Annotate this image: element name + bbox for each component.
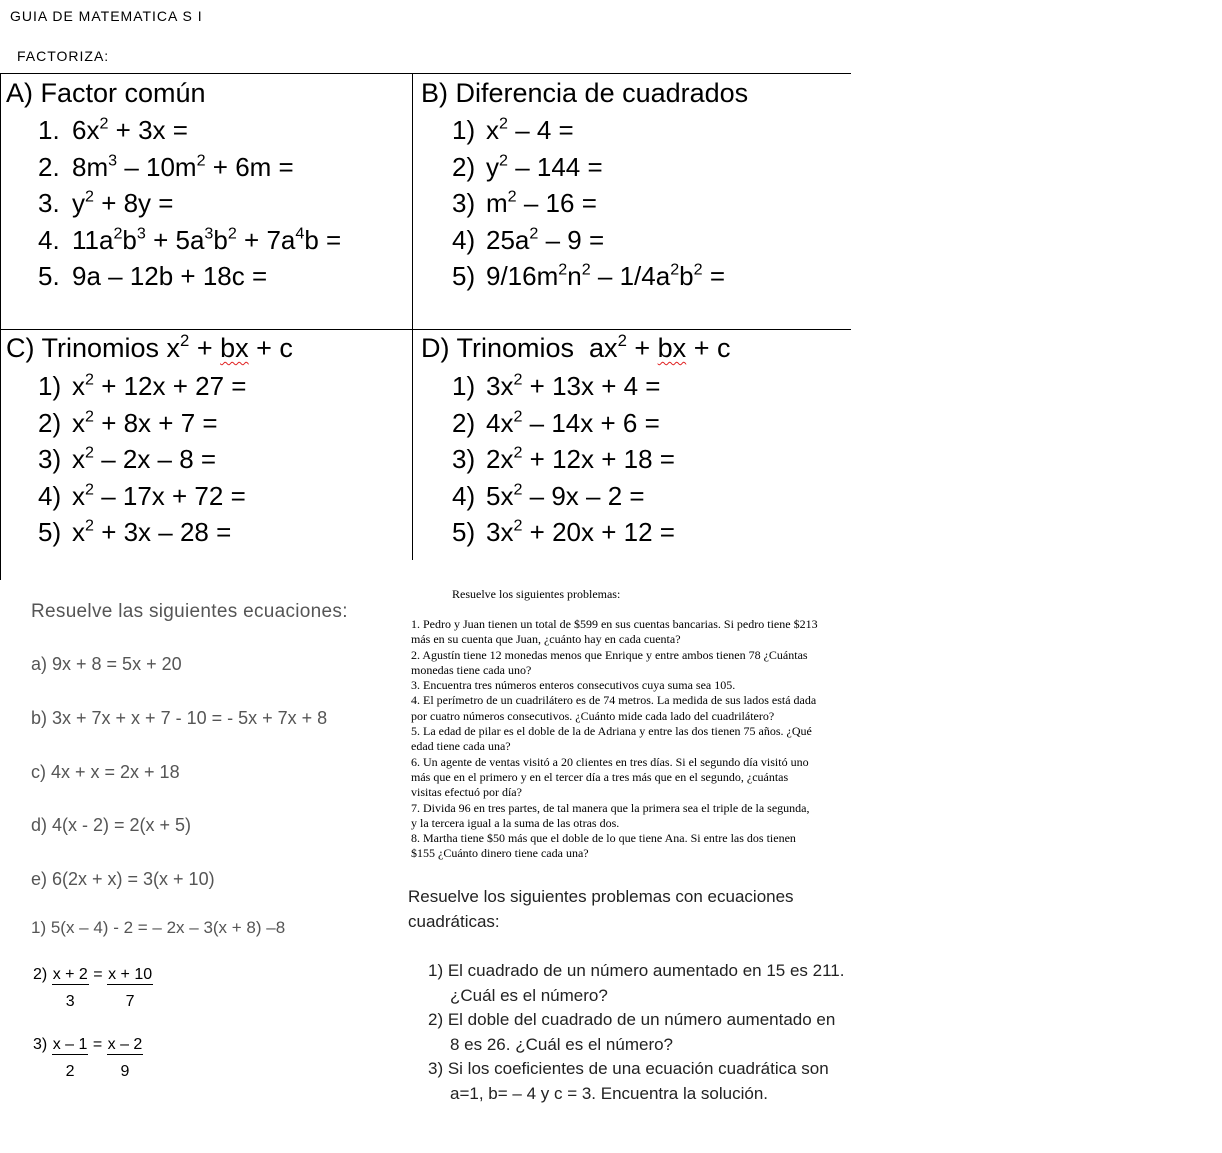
formula-expression: $25a^2 - 9$ = (486, 224, 605, 255)
formula-expression: $y^2 - 144$ = (486, 151, 603, 182)
formula-number: 4) (452, 480, 476, 511)
problem-line: y la tercera igual a la suma de las otras dos. (411, 815, 620, 830)
problem-line: 4. El perímetro de un cuadrilátero es de 74 metros. La medida de sus lados está dada (411, 693, 817, 708)
table-center-divider (412, 73, 413, 560)
quadratic-problem-line: 3) Si los coeficientes de una ecuación cuadrática son (428, 1059, 829, 1078)
section-b-title: B) Diferencia de cuadrados (421, 78, 749, 108)
formula-number: 2) (452, 407, 476, 438)
formula-number: 5) (452, 517, 476, 547)
formula-item (452, 514, 675, 551)
equals-sign: = (93, 966, 103, 983)
quadratic-problem-line: 2) El doble del cuadrado de un número aumentado en (428, 1010, 836, 1029)
formula-item (452, 441, 675, 478)
formula-expression: $x^2 + 12x + 27$ = (72, 370, 247, 401)
formula-expression: $y^2 + 8y$ = (72, 187, 174, 218)
quadratic-title-line: Resuelve los siguientes problemas con ecuaciones (408, 887, 794, 906)
formula-expression: $2x^2 + 12x + 18$ = (486, 443, 675, 474)
problem-line: más que en el primero y en el tercer día a tres más que en el segundo, ¿cuántas (411, 769, 789, 784)
problem-line: monedas tiene cada uno? (411, 662, 532, 677)
equation-item: d) 4(x - 2) = 2(x + 5) (31, 815, 192, 835)
formula-expression: $m^2 - 16$ = (486, 187, 597, 218)
formula-number: 5. (38, 261, 60, 291)
section-c-title-prefix: C) Trinomios (6, 333, 167, 363)
fraction-denominator: 3 (65, 993, 75, 1010)
problem-line: 7. Divida 96 en tres partes, de tal manera que la primera sea el triple de la segunda, (411, 800, 810, 815)
section-d-title-prefix: D) Trinomios (421, 333, 590, 363)
fraction-numerator: x – 2 (107, 1036, 143, 1053)
formula-expression: $6x^2 + 3x$ = (72, 114, 188, 145)
formula-number: 4) (452, 224, 476, 255)
equation-item: a) 9x + 8 = 5x + 20 (31, 654, 182, 674)
fraction-equation-label: 2) (33, 966, 48, 983)
formula-number: 4. (38, 224, 60, 255)
quadratic-title-line: cuadráticas: (408, 911, 500, 931)
problem-line: 2. Agustín tiene 12 monedas menos que Enrique y entre ambos tienen 78 ¿Cuántas (411, 647, 808, 662)
formula-expression: $3x^2 + 13x + 4$ = (486, 370, 661, 401)
fraction-equation (33, 1036, 143, 1081)
formula-expression: $11a^2b^3 + 5a^3b^2 + 7a^4b$ = (72, 224, 342, 255)
fraction-numerator: x + 10 (108, 966, 153, 983)
formula-item (452, 405, 675, 442)
section-d-title-formula: $ax^2$ + bx + c (589, 331, 731, 363)
fraction-equation (33, 966, 153, 1011)
formula-number: 4) (38, 480, 62, 511)
quadratic-problem-line: a=1, b= – 4 y c = 3. Encuentra la solución. (450, 1083, 769, 1103)
formula-number: 1. (38, 115, 60, 145)
formula-item (38, 112, 341, 149)
formula-number: 1) (452, 371, 476, 401)
formula-item (452, 222, 725, 259)
formula-item (38, 258, 341, 295)
equation-item: b) 3x + 7x + x + 7 - 10 = - 5x + 7x + 8 (31, 708, 328, 728)
formula-expression: $x^2 + 3x - 28$ = (72, 516, 232, 547)
formula-item (38, 222, 341, 259)
problem-line: 6. Un agente de ventas visitó a 20 clientes en tres días. Si el segundo día visitó uno (411, 754, 809, 769)
formula-item (38, 441, 246, 478)
page-title: GUIA DE MATEMATICA S I (10, 8, 203, 24)
problems-title: Resuelve los siguientes problemas: (452, 587, 621, 601)
equation-item: e) 6(2x + x) = 3(x + 10) (31, 869, 215, 889)
section-c-title-formula: $x^2$ + bx + c (166, 331, 293, 363)
section-c-list (38, 368, 246, 551)
formula-item (452, 478, 675, 515)
problem-line: 3. Encuentra tres números enteros consecutivos cuya suma sea 105. (411, 678, 736, 693)
table-left-border (0, 74, 1, 580)
formula-item (452, 258, 725, 295)
table-top-border (0, 73, 851, 74)
fraction (52, 966, 89, 1011)
formula-item (38, 368, 246, 405)
problem-line: visitas efectuó por día? (411, 785, 522, 800)
formula-number: 3. (38, 188, 60, 218)
equation-item: c) 4x + x = 2x + 18 (31, 762, 180, 782)
formula-expression: $4x^2 - 14x + 6$ = (486, 407, 660, 438)
equals-sign: = (92, 1036, 103, 1053)
problem-line: edad tiene cada una? (411, 739, 511, 754)
section-c-title (6, 333, 293, 364)
problem-line: 1. Pedro y Juan tienen un total de $599 en sus cuentas bancarias. Si pedro tiene $213 (411, 617, 818, 631)
fraction (107, 1036, 144, 1081)
formula-number: 2. (38, 151, 60, 182)
fraction-numerator: x – 1 (52, 1036, 88, 1053)
section-a-title: A) Factor común (6, 78, 206, 108)
fraction-numerator: x + 2 (52, 966, 88, 983)
section-d-title (421, 333, 730, 364)
formula-expression: $9/16m^2n^2 - 1/4a^2b^2$ = (486, 260, 726, 291)
fraction-denominator: 2 (65, 1063, 75, 1080)
formula-expression: $3x^2 + 20x + 12$ = (486, 516, 675, 547)
formula-item (38, 405, 246, 442)
formula-item (38, 514, 246, 551)
fraction-denominator: 7 (125, 993, 135, 1010)
formula-item (452, 185, 725, 222)
quadratic-problem-line: 1) El cuadrado de un número aumentado en 15 es 211. (428, 961, 845, 980)
table-middle-border (0, 329, 851, 330)
problem-line: 8. Martha tiene $50 más que el doble de lo que tiene Ana. Si entre las dos tienen (411, 831, 796, 846)
formula-number: 1) (452, 115, 476, 145)
formula-expression: $x^2 - 4$ = (486, 114, 574, 145)
formula-expression: $x^2 - 2x - 8$ = (72, 443, 217, 474)
formula-expression: 9a – 12b + 18c = (72, 261, 268, 291)
formula-number: 3) (452, 188, 476, 218)
section-b-list (452, 112, 725, 295)
quadratic-list (428, 959, 844, 1106)
quadratic-problem-line: 8 es 26. ¿Cuál es el número? (450, 1034, 674, 1054)
factoriza-instruction: FACTORIZA: (17, 48, 110, 64)
formula-number: 3) (38, 444, 62, 474)
equation-item: 1) 5(x – 4) - 2 = – 2x – 3(x + 8) –8 (31, 918, 286, 937)
fraction (52, 1036, 89, 1081)
problems-list (411, 617, 818, 862)
fraction (107, 966, 153, 1011)
problem-line: 5. La edad de pilar es el doble de la de Adriana y entre las dos tienen 75 años. ¿Qué (411, 724, 812, 739)
quadratic-title (408, 885, 794, 934)
problem-line: por cuatro números consecutivos. ¿Cuánto mide cada lado del cuadrilátero? (411, 708, 775, 723)
formula-expression: $x^2 - 17x + 72$ = (72, 480, 246, 511)
formula-number: 5) (452, 261, 476, 291)
formula-expression: $x^2 + 8x + 7$ = (72, 407, 218, 438)
formula-number: 1) (38, 371, 62, 401)
formula-item (38, 149, 341, 186)
formula-number: 3) (452, 444, 476, 474)
formula-number: 5) (38, 517, 62, 547)
formula-item (452, 112, 725, 149)
formula-expression: $5x^2 - 9x - 2$ = (486, 480, 645, 511)
problem-line: más en su cuenta que Juan, ¿cuánto hay en cada cuenta? (411, 632, 681, 647)
equations-title: Resuelve las siguientes ecuaciones: (31, 601, 348, 622)
formula-item (38, 478, 246, 515)
formula-item (452, 149, 725, 186)
quadratic-problem-line: ¿Cuál es el número? (450, 985, 608, 1005)
formula-item (452, 368, 675, 405)
section-a-list (38, 112, 341, 295)
formula-number: 2) (38, 407, 62, 438)
fraction-equation-label: 3) (33, 1036, 48, 1053)
problem-line: $155 ¿Cuánto dinero tiene cada una? (411, 846, 589, 861)
formula-number: 2) (452, 151, 476, 182)
section-d-list (452, 368, 675, 551)
formula-item (38, 185, 341, 222)
formula-expression: $8m^3 - 10m^2 + 6m$ = (72, 151, 294, 182)
fraction-denominator: 9 (120, 1063, 130, 1080)
